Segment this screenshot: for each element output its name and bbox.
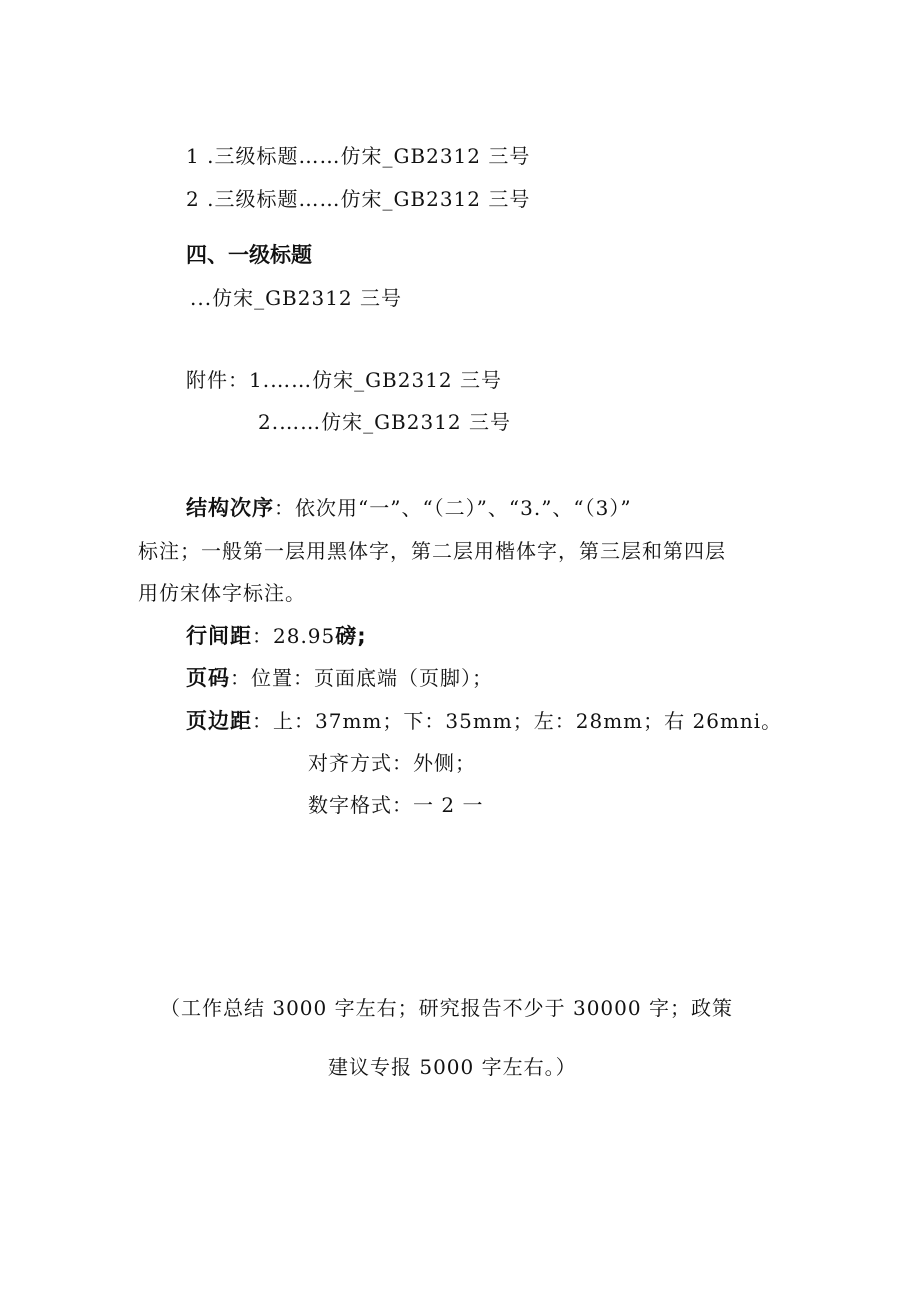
- page-number-label: 页码: [186, 666, 230, 690]
- margins-row: [186, 707, 782, 735]
- attachment-line-1: [186, 366, 502, 394]
- structure-line-1: [186, 494, 632, 522]
- attachment-label: 附件：: [186, 368, 249, 392]
- page-number-value: ：位置：页面底端（页脚）；: [230, 666, 493, 690]
- line-spacing-row: [186, 622, 367, 650]
- number-format-row: 数字格式：一 2 一: [308, 793, 484, 817]
- alignment-row: 对齐方式：外侧；: [308, 751, 476, 775]
- structure-line-2: 标注；一般第一层用黑体字，第二层用楷体字，第三层和第四层: [138, 539, 726, 563]
- level3-item-1: 1 .三级标题……仿宋_GB2312 三号: [186, 144, 531, 168]
- level3-item-2: 2 .三级标题……仿宋_GB2312 三号: [186, 187, 531, 211]
- structure-text-1: ：依次用“一”、“（二）”、“3.”、“（3）”: [274, 496, 632, 520]
- margins-label: 页边距: [186, 709, 252, 733]
- structure-line-3: 用仿宋体字标注。: [138, 581, 306, 605]
- line-spacing-value: ：28.95: [252, 624, 336, 648]
- level1-heading: 四、一级标题: [186, 243, 312, 267]
- page-number-row: [186, 664, 493, 692]
- attachment-item-2: 2.……仿宋_GB2312 三号: [258, 410, 512, 434]
- line-spacing-unit: 磅;: [335, 624, 367, 648]
- margins-value: ：上：37mm；下：35mm；左：28mm；右 26mni。: [252, 709, 783, 733]
- attachment-item-1: 1.……仿宋_GB2312 三号: [249, 368, 503, 392]
- note-line-2: 建议专报 5000 字左右。）: [328, 1055, 577, 1079]
- structure-label: 结构次序: [186, 496, 274, 520]
- note-line-1: （工作总结 3000 字左右；研究报告不少于 30000 字；政策: [160, 996, 733, 1020]
- level1-body: ...仿宋_GB2312 三号: [190, 286, 403, 310]
- line-spacing-label: 行间距: [186, 624, 252, 648]
